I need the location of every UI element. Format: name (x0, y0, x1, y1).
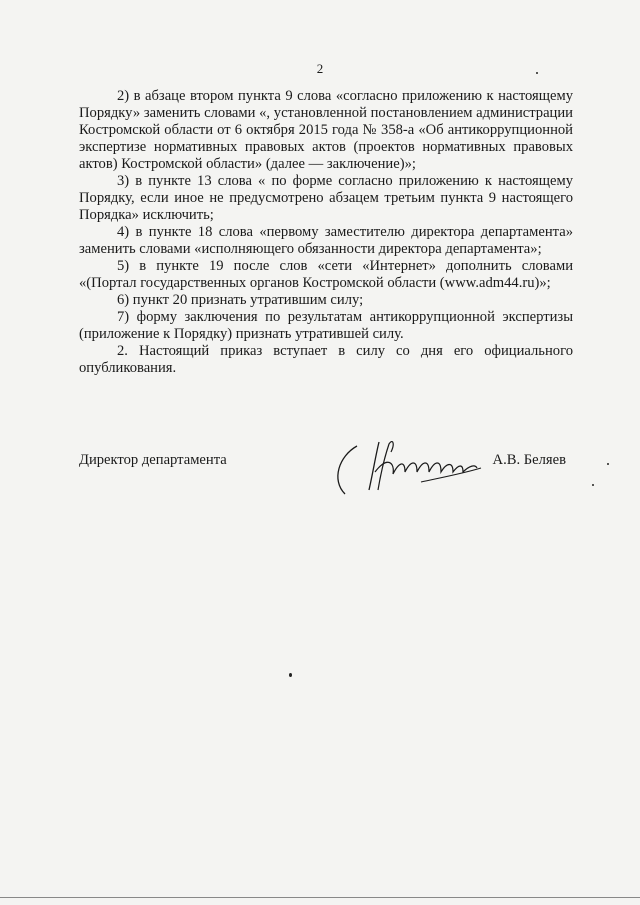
paragraph-item-4: 4) в пункте 18 слова «первому заместителю директора департамента» заменить словами «исполняющего обязанности директора департамента»; (79, 224, 573, 257)
scan-speck (536, 72, 538, 74)
paragraph-clause-2: 2. Настоящий приказ вступает в силу со дня его официального опубликования. (79, 343, 573, 376)
handwritten-signature (329, 432, 489, 498)
signatory-name: А.В. Беляев (492, 452, 566, 468)
paragraph-item-3: 3) в пункте 13 слова « по форме согласно приложению к настоящему Порядку, если иное не предусмотрено абзацем третьим пункта 9 настоящего Порядка» исключить; (79, 173, 573, 223)
document-body (79, 88, 573, 377)
page-number: 2 (316, 61, 324, 76)
scan-speck (592, 484, 594, 486)
paragraph-item-7: 7) форму заключения по результатам антикоррупционной экспертизы (приложение к Порядку) признать утратившей силу. (79, 309, 573, 342)
signature-block (79, 432, 573, 502)
scan-speck (289, 673, 292, 677)
paragraph-item-6: 6) пункт 20 признать утратившим силу; (117, 292, 364, 308)
signatory-title: Директор департамента (79, 452, 227, 468)
scan-speck (607, 463, 609, 465)
scan-edge-line (0, 897, 640, 898)
paragraph-item-5: 5) в пункте 19 после слов «сети «Интернет» дополнить словами «(Портал государственных органов Костромской области (www.adm44.ru)»; (79, 258, 573, 291)
paragraph-item-2: 2) в абзаце втором пункта 9 слова «согласно приложению к настоящему Порядку» заменить словами «, установленной постановлением администрации Костромской области от 6 октября 2015 года № 358-а «Об антикоррупционной экспертизе нормативных правовых актов (проектов нормативных правовых актов) Костромской области» (далее — заключение)»; (79, 88, 573, 172)
